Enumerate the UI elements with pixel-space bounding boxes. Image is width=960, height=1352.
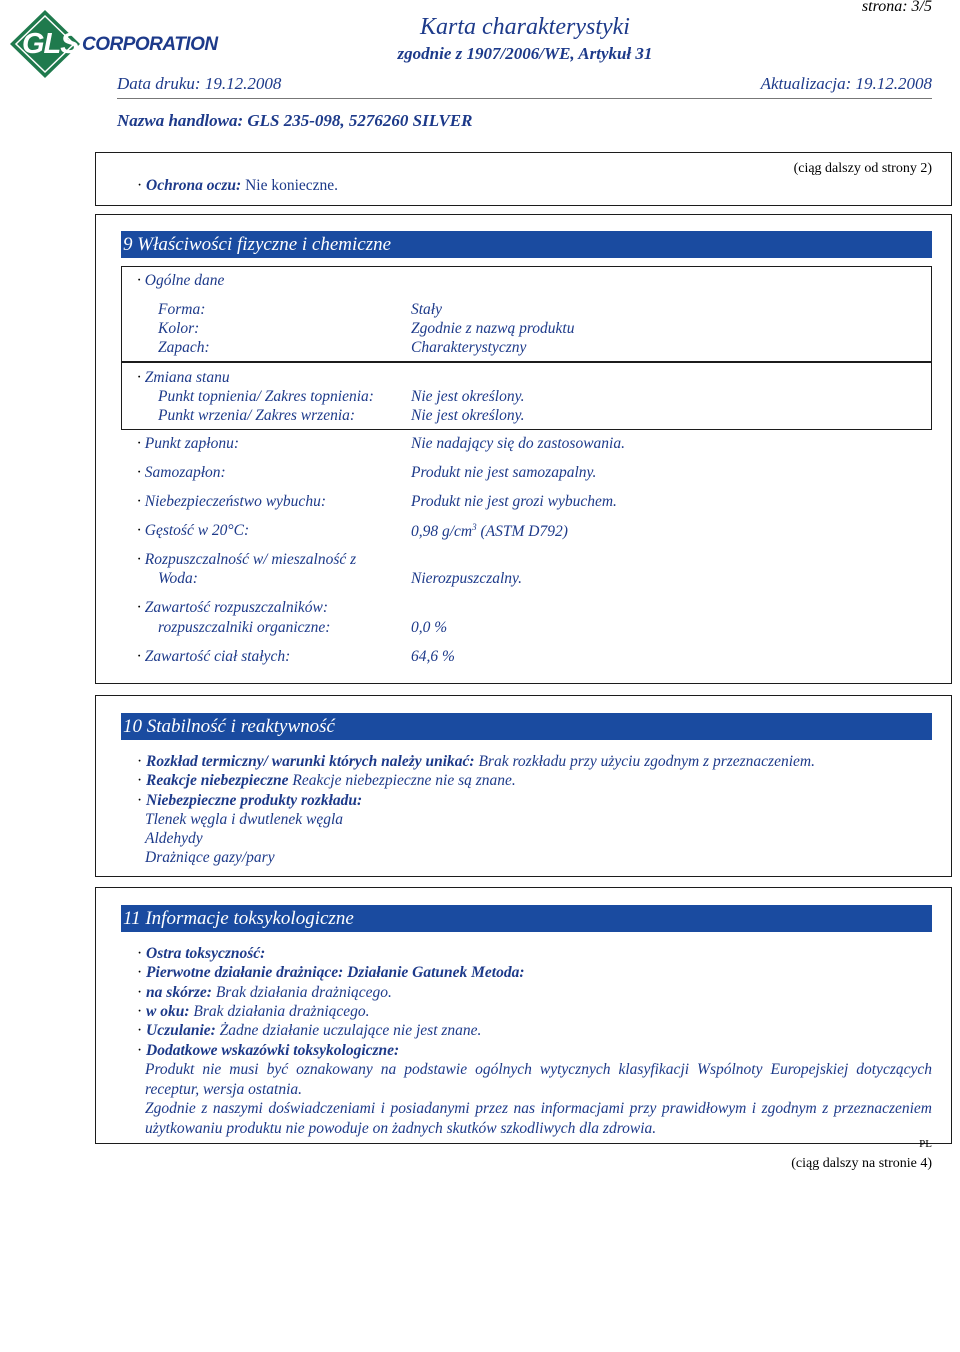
organic-value: 0,0 % xyxy=(411,619,448,636)
additional-line: · Dodatkowe wskazówki toksykologiczne: xyxy=(137,1042,400,1059)
solvent-label: · Zawartość rozpuszczalników: xyxy=(137,599,329,616)
state-box xyxy=(121,362,932,430)
melt-value: Nie jest określony. xyxy=(411,388,525,405)
water-label: Woda: xyxy=(158,570,198,587)
selfign-value: Produkt nie jest samozapalny. xyxy=(411,464,597,481)
continued-from: (ciąg dalszy od strony 2) xyxy=(793,161,932,176)
logo-letters: GLS xyxy=(22,28,79,60)
eye-protection-value: Nie konieczne. xyxy=(245,177,339,194)
water-value: Nierozpuszczalny. xyxy=(411,570,522,587)
general-data-box xyxy=(121,266,932,362)
solids-value: 64,6 % xyxy=(411,648,455,665)
tox-paragraph-1: Produkt nie musi być oznakowany na podstawie ogólnych wytycznych klasyfikacji Wspólnoty Europejskiej dotyczących receptur, wersja ostatnia. xyxy=(145,1061,932,1098)
section11-title: 11 Informacje toksykologiczne xyxy=(121,905,932,932)
color-value: Zgodnie z nazwą produktu xyxy=(411,320,575,337)
eye-line: · w oku: Brak działania drażniącego. xyxy=(137,1003,370,1020)
language-code: PL xyxy=(919,1138,932,1150)
density-label: · Gęstość w 20°C: xyxy=(137,522,250,539)
explosion-label: · Niebezpieczeństwo wybuchu: xyxy=(137,493,326,510)
smell-value: Charakterystyczny xyxy=(411,339,527,356)
flash-label: · Punkt zapłonu: xyxy=(137,435,240,452)
color-label: Kolor: xyxy=(158,320,200,337)
form-label: Forma: xyxy=(158,301,206,318)
products-heading: · Niebezpieczne produkty rozkładu: xyxy=(137,792,363,809)
section10-title: 10 Stabilność i reaktywność xyxy=(121,713,932,740)
form-value: Stały xyxy=(411,301,442,318)
continued-next: (ciąg dalszy na stronie 4) xyxy=(791,1156,932,1171)
state-change-heading: · Zmiana stanu xyxy=(137,369,230,386)
page-number: strona: 3/5 xyxy=(861,0,932,15)
logo-text: CORPORATION xyxy=(82,34,218,55)
boil-value: Nie jest określony. xyxy=(411,407,525,424)
boil-label: Punkt wrzenia/ Zakres wrzenia: xyxy=(158,407,356,424)
section9-title: 9 Właściwości fizyczne i chemiczne xyxy=(121,231,932,258)
header-divider xyxy=(117,98,932,99)
melt-label: Punkt topnienia/ Zakres topnienia: xyxy=(158,388,374,405)
doc-title: Karta charakterystyki xyxy=(420,14,630,40)
trade-name: Nazwa handlowa: GLS 235-098, 5276260 SILVER xyxy=(117,111,473,130)
solids-label: · Zawartość ciał stałych: xyxy=(137,648,291,665)
eye-protection-label: Ochrona oczu: xyxy=(146,177,242,194)
smell-label: Zapach: xyxy=(158,339,210,356)
decomp-line: · Rozkład termiczny/ warunki których należy unikać: Brak rozkładu przy użyciu zgodnym z przeznaczeniem. xyxy=(137,753,815,770)
reactions-line: · Reakcje niebezpieczne Reakcje niebezpieczne nie są znane. xyxy=(137,772,516,789)
sensitization-line: · Uczulanie: Żadne działanie uczulające nie jest znane. xyxy=(137,1022,482,1039)
tox-paragraph-2: Zgodnie z naszymi doświadczeniami i posiadanymi przez nas informacjami przy prawidłowym i zgodnym z przeznaczeniem użytkowaniu produktu nie powoduje on żadnych skutków szkodliwych dla zdrowia. xyxy=(145,1100,932,1137)
organic-label: rozpuszczalniki organiczne: xyxy=(158,619,331,636)
skin-line: · na skórze: Brak działania drażniącego. xyxy=(137,984,392,1001)
selfign-label: · Samozapłon: xyxy=(137,464,226,481)
eye-protection-line: · Ochrona oczu: Nie konieczne. xyxy=(137,177,339,194)
product-item: Aldehydy xyxy=(145,830,203,847)
product-item: Tlenek węgla i dwutlenek węgla xyxy=(145,811,344,828)
primary-line: · Pierwotne działanie drażniące: Działanie Gatunek Metoda: xyxy=(137,964,525,981)
general-data-heading: · Ogólne dane xyxy=(137,272,225,289)
update-date: Aktualizacja: 19.12.2008 xyxy=(760,74,932,93)
product-item: Drażniące gazy/pary xyxy=(145,849,275,866)
explosion-value: Produkt nie jest grozi wybuchem. xyxy=(411,493,617,510)
flash-value: Nie nadający się do zastosowania. xyxy=(411,435,625,452)
density-value: 0,98 $g/cm^3$ (ASTM D792) xyxy=(411,522,568,541)
solubility-label: · Rozpuszczalność w/ mieszalność z xyxy=(137,551,357,568)
print-date: Data druku: 19.12.2008 xyxy=(117,74,282,93)
doc-subtitle: zgodnie z 1907/2006/WE, Artykuł 31 xyxy=(397,44,653,63)
acute-line: · Ostra toksyczność: xyxy=(137,945,266,962)
